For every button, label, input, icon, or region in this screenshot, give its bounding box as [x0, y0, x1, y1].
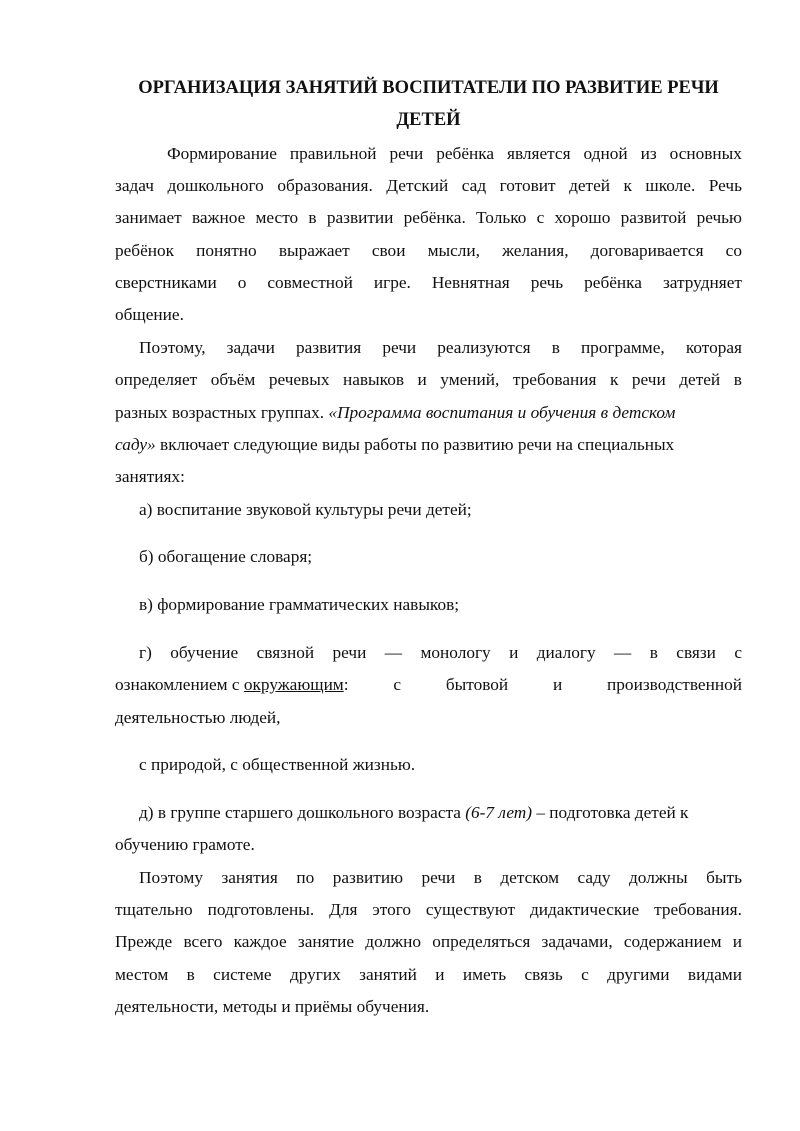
- list-item-g-line-1: [115, 641, 742, 665]
- word: Поэтому,: [139, 338, 206, 357]
- word: со: [725, 241, 742, 260]
- word: занимает: [115, 208, 182, 227]
- paragraph-2-line-1: [115, 336, 742, 360]
- word: связи: [676, 643, 716, 662]
- word: с: [393, 675, 402, 694]
- word: сверстниками: [115, 273, 217, 292]
- word: место: [255, 208, 299, 227]
- word: развития: [295, 338, 362, 357]
- word: детском: [500, 868, 560, 887]
- word: и: [552, 675, 563, 694]
- word: договаривается: [590, 241, 704, 260]
- word: умений,: [440, 370, 500, 389]
- word: детей: [679, 370, 721, 389]
- list-item-a: а) воспитание звуковой культуры речи детей;: [139, 500, 472, 519]
- word: навыков: [342, 370, 404, 389]
- surroundings-link-text: окружающим: [243, 675, 344, 694]
- word: в: [649, 643, 658, 662]
- word: содержанием: [623, 932, 722, 951]
- word: развитой: [620, 208, 687, 227]
- word: в: [473, 868, 482, 887]
- word: дошкольного: [167, 176, 264, 195]
- word: этого: [372, 900, 412, 919]
- word: готовит: [499, 176, 556, 195]
- program-title-part-2: саду»: [115, 435, 156, 454]
- list-item-g-line-2-end: [344, 673, 742, 697]
- list-item-g-line-4: с природой, с общественной жизнью.: [139, 755, 416, 774]
- list-item-g-prefix: ознакомлением с: [115, 675, 240, 694]
- word: ребёнка: [584, 273, 642, 292]
- word: видами: [687, 965, 742, 984]
- word: Формирование: [167, 144, 277, 163]
- word: занятий: [359, 965, 417, 984]
- word: речи: [382, 338, 417, 357]
- word: речи: [332, 643, 367, 662]
- word: и: [435, 965, 445, 984]
- paragraph-1-line-3: [115, 206, 742, 230]
- word: программе,: [580, 338, 665, 357]
- list-item-d-text: д) в группе старшего дошкольного возраста: [139, 803, 461, 822]
- document-title-line-2: ДЕТЕЙ: [396, 110, 461, 130]
- paragraph-1-line-6: общение.: [115, 305, 184, 324]
- word: ребёнка: [436, 144, 495, 163]
- word: школе.: [645, 176, 696, 195]
- word: быть: [706, 868, 742, 887]
- word: определяет: [115, 370, 198, 389]
- word: речь: [530, 273, 564, 292]
- word: должно: [365, 932, 421, 951]
- word: речи: [631, 370, 666, 389]
- word: и: [417, 370, 427, 389]
- word: иметь: [462, 965, 507, 984]
- paragraph-1-line-5: [115, 271, 742, 295]
- word: системе: [213, 965, 272, 984]
- word: детей: [569, 176, 611, 195]
- word: г): [139, 643, 152, 662]
- paragraph-2-line-4-text: включает следующие виды работы по развитию речи на специальных: [160, 435, 675, 454]
- word: затрудняет: [662, 273, 742, 292]
- paragraph-1-line-1: [115, 142, 742, 166]
- list-item-b: б) обогащение словаря;: [139, 547, 313, 566]
- word: образования.: [277, 176, 373, 195]
- word: задачами,: [541, 932, 613, 951]
- word: связной: [256, 643, 315, 662]
- word: и: [732, 932, 742, 951]
- word: Речь: [708, 176, 742, 195]
- word: с: [734, 643, 742, 662]
- word: должны: [629, 868, 688, 887]
- word: требования.: [654, 900, 742, 919]
- word: ребёнка.: [403, 208, 466, 227]
- word: бытовой: [445, 675, 509, 694]
- word: речи: [421, 868, 456, 887]
- word: желания,: [502, 241, 569, 260]
- word: к: [609, 370, 619, 389]
- word: является: [507, 144, 571, 163]
- word: производственной: [607, 675, 742, 694]
- word: из: [640, 144, 657, 163]
- word: в: [733, 370, 742, 389]
- word: мысли,: [427, 241, 480, 260]
- word: обучение: [170, 643, 239, 662]
- word: Поэтому: [139, 868, 203, 887]
- paragraph-2-line-3-text: разных возрастных группах.: [115, 403, 325, 422]
- word: которая: [685, 338, 742, 357]
- word: :: [343, 675, 349, 694]
- word: игре.: [373, 273, 411, 292]
- word: подготовлены.: [207, 900, 315, 919]
- word: правильной: [289, 144, 377, 163]
- word: диалогу: [536, 643, 596, 662]
- word: существуют: [425, 900, 516, 919]
- word: к: [623, 176, 632, 195]
- word: совместной: [267, 273, 353, 292]
- word: задач: [115, 176, 154, 195]
- word: в: [186, 965, 195, 984]
- word: Прежде: [115, 932, 173, 951]
- word: в: [308, 208, 317, 227]
- paragraph-3-line-3: [115, 930, 742, 954]
- word: местом: [115, 965, 169, 984]
- paragraph-1-line-2: [115, 174, 742, 198]
- list-item-d-text-end: – подготовка детей к: [536, 803, 689, 822]
- word: хорошо: [554, 208, 611, 227]
- word: Невнятная: [431, 273, 510, 292]
- word: Для: [329, 900, 358, 919]
- word: Только: [476, 208, 527, 227]
- word: сад: [461, 176, 487, 195]
- paragraph-3-line-1: [115, 866, 742, 890]
- paragraph-2-line-3: [115, 401, 742, 425]
- word: речью: [696, 208, 742, 227]
- word: свои: [371, 241, 406, 260]
- word: ребёнок: [115, 241, 175, 260]
- word: других: [289, 965, 341, 984]
- paragraph-3-line-4: [115, 963, 742, 987]
- paragraph-3-line-2: [115, 898, 742, 922]
- word: речи: [389, 144, 424, 163]
- word: занятие: [297, 932, 355, 951]
- paragraph-2-line-5: занятиях:: [115, 467, 185, 486]
- word: развитии: [326, 208, 394, 227]
- document-title-line-1: ОРГАНИЗАЦИЯ ЗАНЯТИЙ ВОСПИТАТЕЛИ ПО РАЗВИТИЕ РЕЧИ: [138, 78, 719, 98]
- word: тщательно: [115, 900, 193, 919]
- word: дидактические: [529, 900, 640, 919]
- word: всего: [183, 932, 223, 951]
- paragraph-1-line-4: [115, 239, 742, 263]
- list-item-d-line-1: [115, 801, 742, 825]
- word: основных: [669, 144, 742, 163]
- word: связь: [524, 965, 563, 984]
- word: задачи: [226, 338, 275, 357]
- word: каждое: [233, 932, 287, 951]
- word: речевых: [268, 370, 330, 389]
- word: —: [614, 643, 632, 662]
- word: другими: [607, 965, 670, 984]
- word: одной: [583, 144, 628, 163]
- word: с: [536, 208, 545, 227]
- word: понятно: [196, 241, 257, 260]
- word: в: [551, 338, 560, 357]
- list-item-g-line-3: деятельностью людей,: [115, 708, 281, 727]
- list-item-g-line-2: [115, 673, 742, 697]
- paragraph-2-line-4: [115, 433, 742, 457]
- word: требования: [512, 370, 597, 389]
- list-item-g-line-2-start: [115, 673, 344, 697]
- word: развитию: [332, 868, 403, 887]
- word: саду: [577, 868, 611, 887]
- word: занятия: [221, 868, 278, 887]
- word: объём: [210, 370, 256, 389]
- paragraph-2-line-2: [115, 368, 742, 392]
- word: реализуются: [437, 338, 531, 357]
- word: монологу: [420, 643, 491, 662]
- word: Детский: [386, 176, 449, 195]
- word: —: [384, 643, 403, 662]
- program-title-part-1: «Программа воспитания и обучения в детском: [328, 403, 676, 422]
- list-item-v: в) формирование грамматических навыков;: [139, 595, 460, 614]
- word: о: [237, 273, 247, 292]
- paragraph-3-line-5: деятельности, методы и приёмы обучения.: [115, 997, 430, 1016]
- word: определяться: [432, 932, 531, 951]
- word: и: [509, 643, 519, 662]
- word: по: [296, 868, 315, 887]
- list-item-d-line-2: обучению грамоте.: [115, 835, 255, 854]
- age-range: (6-7 лет): [465, 803, 533, 822]
- word: важное: [191, 208, 246, 227]
- word: с: [581, 965, 589, 984]
- word: выражает: [278, 241, 350, 260]
